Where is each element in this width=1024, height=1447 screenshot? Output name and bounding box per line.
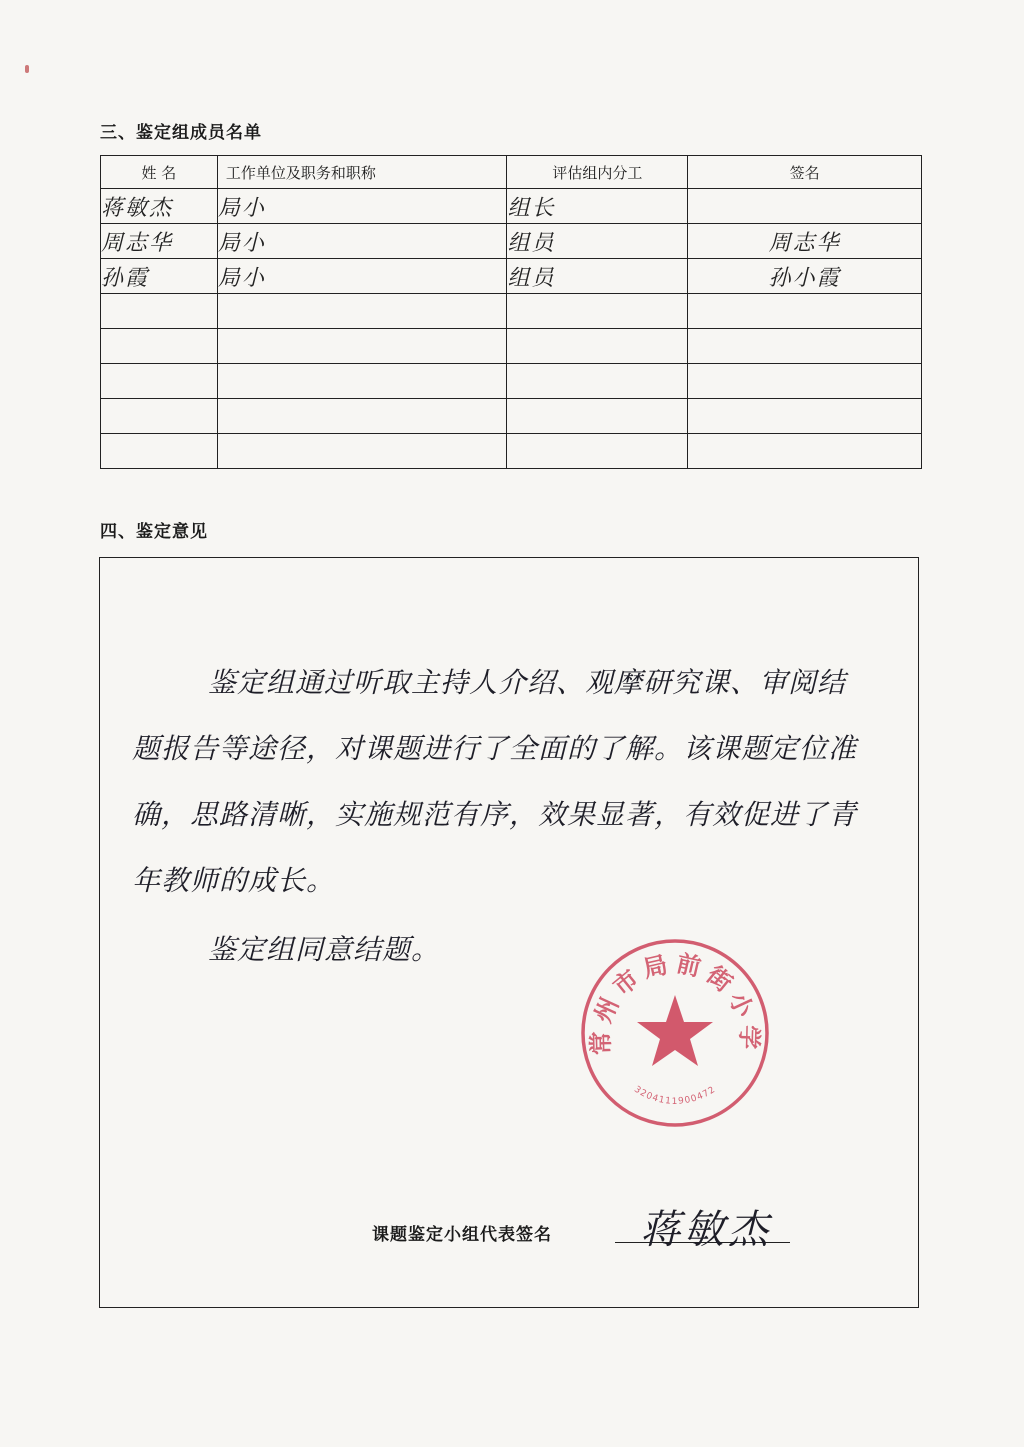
member-role: 组员 [507, 259, 688, 294]
scan-mark [25, 65, 29, 73]
svg-text:3204111900472 [632, 1085, 718, 1107]
member-unit [217, 434, 507, 469]
opinion-text: 鉴定组通过听取主持人介绍、观摩研究课、审阅结题报告等途径，对课题进行了全面的了解。该课题定位准确，思路清晰，实施规范有序，效果显著，有效促进了青年教师的成长。 [132, 666, 858, 897]
member-sign [688, 294, 922, 329]
member-unit: 局小 [217, 259, 507, 294]
table-row [101, 294, 922, 329]
member-sign [688, 399, 922, 434]
member-name: 蒋敏杰 [101, 189, 218, 224]
header-unit: 工作单位及职务和职称 [217, 156, 507, 189]
member-sign: 孙小霞 [688, 259, 922, 294]
member-sign [688, 434, 922, 469]
member-role: 组长 [507, 189, 688, 224]
member-unit [217, 399, 507, 434]
member-unit: 局小 [217, 224, 507, 259]
member-name: 孙霞 [101, 259, 218, 294]
member-name [101, 399, 218, 434]
header-name: 姓 名 [101, 156, 218, 189]
official-seal [575, 933, 775, 1133]
member-role [507, 399, 688, 434]
section-3-title: 三、鉴定组成员名单 [100, 123, 262, 143]
signature-label: 课题鉴定小组代表签名 [372, 1225, 552, 1245]
table-row [101, 434, 922, 469]
member-name [101, 329, 218, 364]
member-sign: 周志华 [688, 224, 922, 259]
table-row [101, 399, 922, 434]
seal-text: 常州市局前街小学 [585, 948, 765, 1056]
table-row [101, 259, 922, 294]
member-role: 组员 [507, 224, 688, 259]
member-role [507, 434, 688, 469]
member-name [101, 364, 218, 399]
members-table [100, 155, 922, 469]
member-role [507, 364, 688, 399]
member-role [507, 329, 688, 364]
member-unit: 局小 [217, 189, 507, 224]
table-header-row [101, 156, 922, 189]
member-name [101, 434, 218, 469]
header-sign: 签名 [688, 156, 922, 189]
seal-code: 3204111900472 [632, 1084, 718, 1107]
table-row [101, 329, 922, 364]
member-sign [688, 189, 922, 224]
agreement-text: 鉴定组同意结题。 [208, 933, 441, 966]
member-sign [688, 364, 922, 399]
seal-star-icon [637, 995, 713, 1066]
table-row [101, 364, 922, 399]
member-role [507, 294, 688, 329]
section-4-title: 四、鉴定意见 [100, 522, 208, 542]
signature-name: 蒋敏杰 [640, 1207, 772, 1253]
opinion-box [99, 557, 919, 1308]
member-sign [688, 329, 922, 364]
member-unit [217, 294, 507, 329]
member-name [101, 294, 218, 329]
member-unit [217, 364, 507, 399]
table-row [101, 224, 922, 259]
member-name: 周志华 [101, 224, 218, 259]
table-row [101, 189, 922, 224]
header-role: 评估组内分工 [507, 156, 688, 189]
member-unit [217, 329, 507, 364]
